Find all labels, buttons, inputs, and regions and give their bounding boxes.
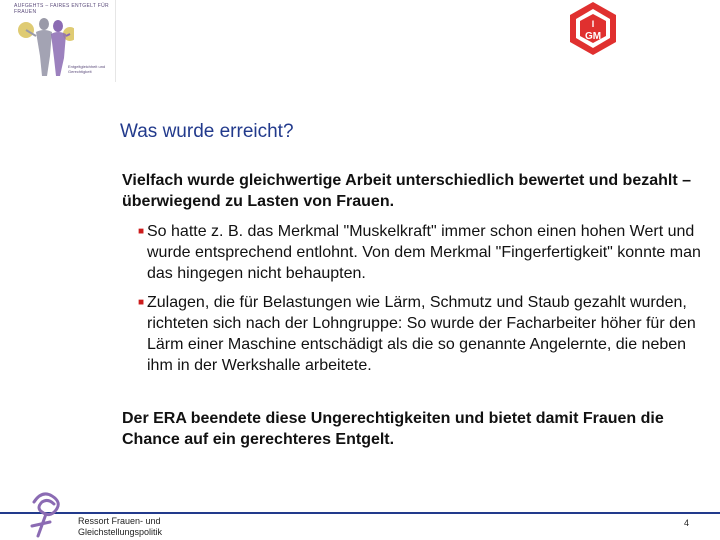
page-number: 4	[684, 518, 690, 528]
svg-text:GM: GM	[584, 31, 602, 42]
women-symbol-icon	[28, 488, 72, 538]
footer-divider	[0, 512, 720, 514]
bullet-item	[140, 221, 707, 284]
svg-text:I: I	[591, 19, 595, 29]
footer-department: Ressort Frauen- und Gleichstellungspolitik	[78, 516, 163, 537]
slide-title: Was wurde erreicht?	[120, 121, 294, 142]
bullet-square-icon: ■	[138, 297, 145, 308]
bullet-text: Zulagen, die für Belastungen wie Lärm, Schmutz und Staub gezahlt wurden, richteten sich nach der Lohngruppe: So wurde der Facharbeiter höher für den Lärm einer Maschine entschädigt als die so genannte Angelernte, die neben ihm in der Werkshalle arbeitete.	[147, 294, 696, 374]
campaign-logo	[0, 0, 116, 82]
campaign-logo-subtitle: Entgeltgleichheit und Gerechtigkeit	[68, 64, 106, 74]
bullet-text: So hatte z. B. das Merkmal "Muskelkraft" immer schon einen hohen Wert und wurde entsprechend entlohnt. Von dem Merkmal "Fingerfertigkeit" konnte man das hingegen nicht behaupten.	[147, 223, 701, 282]
campaign-logo-title: AUFGEHTS – FAIRES ENTGELT FÜR FRAUEN	[14, 3, 109, 15]
campaign-figures-icon	[14, 14, 74, 78]
conclusion-paragraph: Der ERA beendete diese Ungerechtigkeiten und bietet damit Frauen die Chance auf ein gerechteres Entgelt.	[122, 410, 664, 448]
intro-paragraph: Vielfach wurde gleichwertige Arbeit unterschiedlich bewertet und bezahlt – überwiegend zu Lasten von Frauen.	[122, 172, 692, 210]
bullet-item	[140, 292, 707, 376]
bullet-square-icon: ■	[138, 226, 145, 237]
ig-metall-logo-icon	[566, 0, 620, 58]
